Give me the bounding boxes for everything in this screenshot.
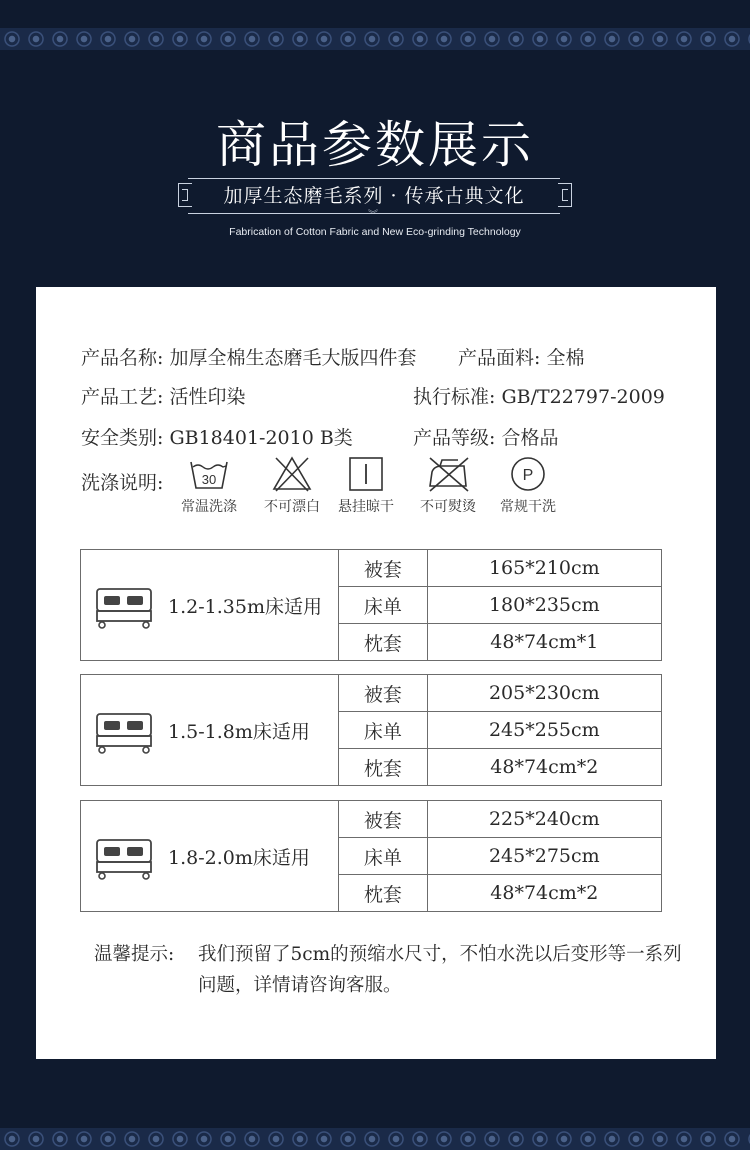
process-label: 产品工艺: — [81, 386, 164, 408]
item-size: 245*275cm — [427, 838, 661, 875]
item-name: 被套 — [339, 550, 428, 587]
table-row — [339, 838, 662, 875]
bed-range-label: 1.5-1.8m床适用 — [168, 721, 310, 743]
dry-clean-p-icon — [506, 454, 550, 494]
size-table — [338, 549, 662, 661]
size-group — [80, 549, 662, 661]
table-row — [339, 712, 662, 749]
care-caption-wash: 常温洗涤 — [181, 499, 237, 515]
name-label: 产品名称: — [81, 347, 164, 369]
item-name: 床单 — [339, 712, 428, 749]
tip-label: 温馨提示: — [94, 944, 175, 965]
dry-clean-letter: P — [522, 467, 534, 484]
item-size: 48*74cm*2 — [427, 749, 661, 786]
size-group-header — [80, 674, 338, 786]
bed-range-label: 1.8-2.0m床适用 — [168, 847, 310, 869]
no-iron-icon — [426, 454, 470, 494]
spec-standard — [413, 382, 665, 409]
care-item-wash — [169, 454, 249, 516]
table-row — [339, 624, 662, 661]
size-group — [80, 800, 662, 912]
table-row — [339, 675, 662, 712]
table-row — [339, 875, 662, 912]
grade-label: 产品等级: — [413, 427, 496, 449]
standard-label: 执行标准: — [413, 386, 496, 408]
safety-label: 安全类别: — [81, 427, 164, 449]
item-name: 床单 — [339, 838, 428, 875]
item-size: 205*230cm — [427, 675, 661, 712]
item-name: 被套 — [339, 801, 428, 838]
item-size: 48*74cm*1 — [427, 624, 661, 661]
subtitle: 加厚生态磨毛系列 · 传承古典文化 — [188, 178, 560, 214]
grade-value: 合格品 — [501, 427, 559, 449]
size-group-header — [80, 800, 338, 912]
spec-material — [458, 343, 584, 370]
bed-icon — [95, 838, 153, 880]
item-name: 枕套 — [339, 749, 428, 786]
item-name: 床单 — [339, 587, 428, 624]
hang-dry-icon — [344, 454, 388, 494]
process-value: 活性印染 — [169, 386, 246, 408]
size-table — [338, 674, 662, 786]
item-size: 165*210cm — [427, 550, 661, 587]
wash-temp: 30 — [201, 472, 217, 487]
item-size: 225*240cm — [427, 801, 661, 838]
size-group — [80, 674, 662, 786]
table-row — [339, 801, 662, 838]
table-row — [339, 587, 662, 624]
care-item-dry-clean — [488, 454, 568, 516]
item-name: 枕套 — [339, 875, 428, 912]
care-item-no-iron — [408, 454, 488, 516]
spec-grade — [413, 423, 558, 450]
name-value: 加厚全棉生态磨毛大版四件套 — [169, 347, 417, 369]
material-value: 全棉 — [546, 347, 585, 369]
bed-range-label: 1.2-1.35m床适用 — [168, 596, 322, 618]
spec-row-safety — [81, 423, 353, 450]
item-name: 枕套 — [339, 624, 428, 661]
standard-value: GB/T22797-2009 — [501, 386, 665, 408]
material-label: 产品面料: — [458, 347, 541, 369]
fret-ornament-right — [558, 183, 572, 207]
bottom-pattern-band — [0, 1128, 750, 1150]
chevron-down-icon: ︾ — [368, 210, 378, 221]
tip-text: 我们预留了5cm的预缩水尺寸，不怕水洗以后变形等一系列问题，详情请咨询客服。 — [198, 944, 682, 996]
care-caption-no-bleach: 不可漂白 — [264, 499, 320, 515]
spec-row-name — [81, 343, 416, 370]
item-size: 48*74cm*2 — [427, 875, 661, 912]
size-table — [338, 800, 662, 912]
care-label: 洗涤说明: — [81, 472, 164, 494]
care-caption-hang-dry: 悬挂晾干 — [338, 499, 394, 515]
page-title: 商品参数展示 — [216, 116, 534, 174]
table-row — [339, 749, 662, 786]
item-size: 180*235cm — [427, 587, 661, 624]
item-size: 245*255cm — [427, 712, 661, 749]
care-item-hang-dry — [326, 454, 406, 516]
care-caption-dry-clean: 常规干洗 — [500, 499, 556, 515]
top-pattern-band — [0, 28, 750, 50]
spec-card — [36, 287, 716, 1059]
bed-icon — [95, 712, 153, 754]
spec-row-process — [81, 382, 245, 409]
care-caption-no-iron: 不可熨烫 — [420, 499, 476, 515]
safety-value: GB18401-2010 B类 — [169, 427, 353, 449]
table-row — [339, 550, 662, 587]
no-bleach-icon — [270, 454, 314, 494]
subtitle-frame — [178, 178, 572, 221]
wash-30-icon — [187, 454, 231, 494]
item-name: 被套 — [339, 675, 428, 712]
size-group-header — [80, 549, 338, 661]
bed-icon — [95, 587, 153, 629]
tagline: Fabrication of Cotton Fabric and New Eco-grinding Technology — [229, 226, 521, 238]
care-item-no-bleach — [252, 454, 332, 516]
